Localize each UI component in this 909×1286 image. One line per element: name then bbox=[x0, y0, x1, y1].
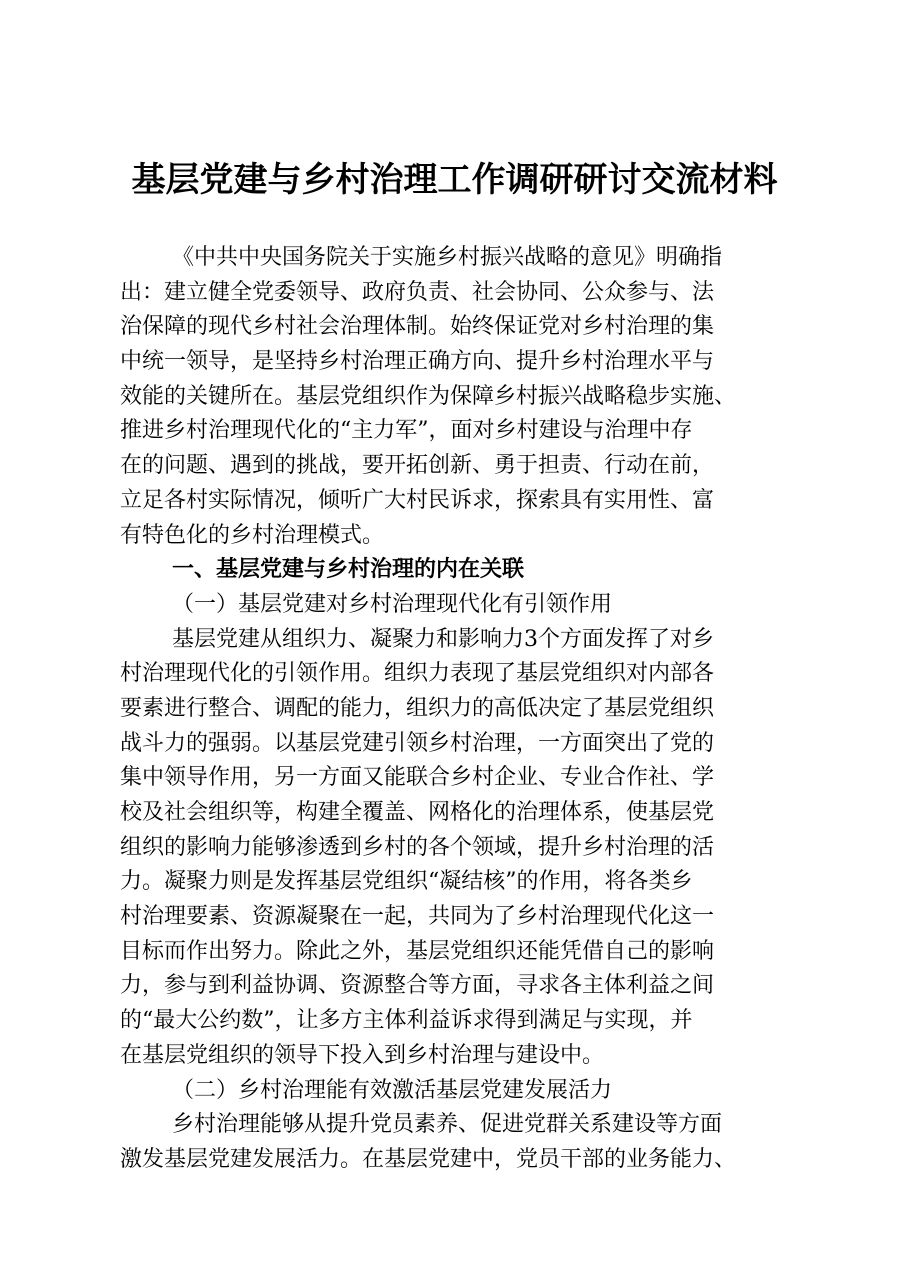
paragraph-line: 要素进行整合、调配的能力，组织力的高低决定了基层党组织 bbox=[120, 695, 715, 721]
paragraph-line: 战斗力的强弱。以基层党建引领乡村治理，一方面突出了党的 bbox=[120, 730, 715, 756]
paragraph-line: 激发基层党建发展活力。在基层党建中，党员干部的业务能力、 bbox=[120, 1146, 737, 1172]
paragraph-line: 目标而作出努力。除此之外，基层党组织还能凭借自己的影响 bbox=[120, 938, 715, 964]
paragraph-line: 校及社会组织等，构建全覆盖、网格化的治理体系，使基层党 bbox=[120, 800, 715, 825]
paragraph-line: 的“最大公约数”，让多方主体利益诉求得到满足与实现，并 bbox=[120, 1008, 693, 1034]
paragraph-line: 村治理要素、资源凝聚在一起，共同为了乡村治理现代化这一 bbox=[120, 904, 715, 930]
paragraph-line: 《中共中央国务院关于实施乡村振兴战略的意见》明确指 bbox=[172, 245, 723, 270]
paragraph-line: 基层党建从组织力、凝聚力和影响力3个方面发挥了对乡 bbox=[172, 626, 714, 652]
document-body bbox=[120, 241, 810, 1178]
section-heading: 一、基层党建与乡村治理的内在关联 bbox=[172, 557, 525, 583]
paragraph-line: 组织的影响力能够渗透到乡村的各个领域，提升乡村治理的活 bbox=[120, 834, 715, 860]
paragraph-line: 村治理现代化的引领作用。组织力表现了基层党组织对内部各 bbox=[120, 661, 715, 687]
subsection-heading: （二）乡村治理能有效激活基层党建发展活力 bbox=[172, 1077, 613, 1103]
paragraph-line: 推进乡村治理现代化的“主力军”，面对乡村建设与治理中存 bbox=[120, 418, 693, 444]
paragraph-line: 力。凝聚力则是发挥基层党组织“凝结核”的作用，将各类乡 bbox=[120, 869, 693, 895]
subsection-heading: （一）基层党建对乡村治理现代化有引领作用 bbox=[172, 591, 613, 617]
document-title: 基层党建与乡村治理工作调研研讨交流材料 bbox=[131, 160, 778, 200]
paragraph-line: 乡村治理能够从提升党员素养、促进党群关系建设等方面 bbox=[172, 1112, 723, 1138]
paragraph-line: 在的问题、遇到的挑战，要开拓创新、勇于担责、行动在前， bbox=[120, 453, 715, 479]
paragraph-line: 出：建立健全党委领导、政府负责、社会协同、公众参与、法 bbox=[120, 279, 715, 305]
paragraph-line: 立足各村实际情况，倾听广大村民诉求，探索具有实用性、富 bbox=[120, 487, 715, 513]
paragraph-line: 力，参与到利益协调、资源整合等方面，寻求各主体利益之间 bbox=[120, 973, 715, 999]
paragraph-line: 集中领导作用，另一方面又能联合乡村企业、专业合作社、学 bbox=[120, 765, 715, 791]
paragraph-line: 在基层党组织的领导下投入到乡村治理与建设中。 bbox=[120, 1042, 605, 1068]
paragraph-line: 治保障的现代乡村社会治理体制。始终保证党对乡村治理的集 bbox=[120, 314, 715, 340]
paragraph-line: 中统一领导，是坚持乡村治理正确方向、提升乡村治理水平与 bbox=[120, 349, 715, 375]
paragraph-line: 效能的关键所在。基层党组织作为保障乡村振兴战略稳步实施、 bbox=[120, 383, 737, 409]
paragraph-line: 有特色化的乡村治理模式。 bbox=[120, 522, 385, 548]
